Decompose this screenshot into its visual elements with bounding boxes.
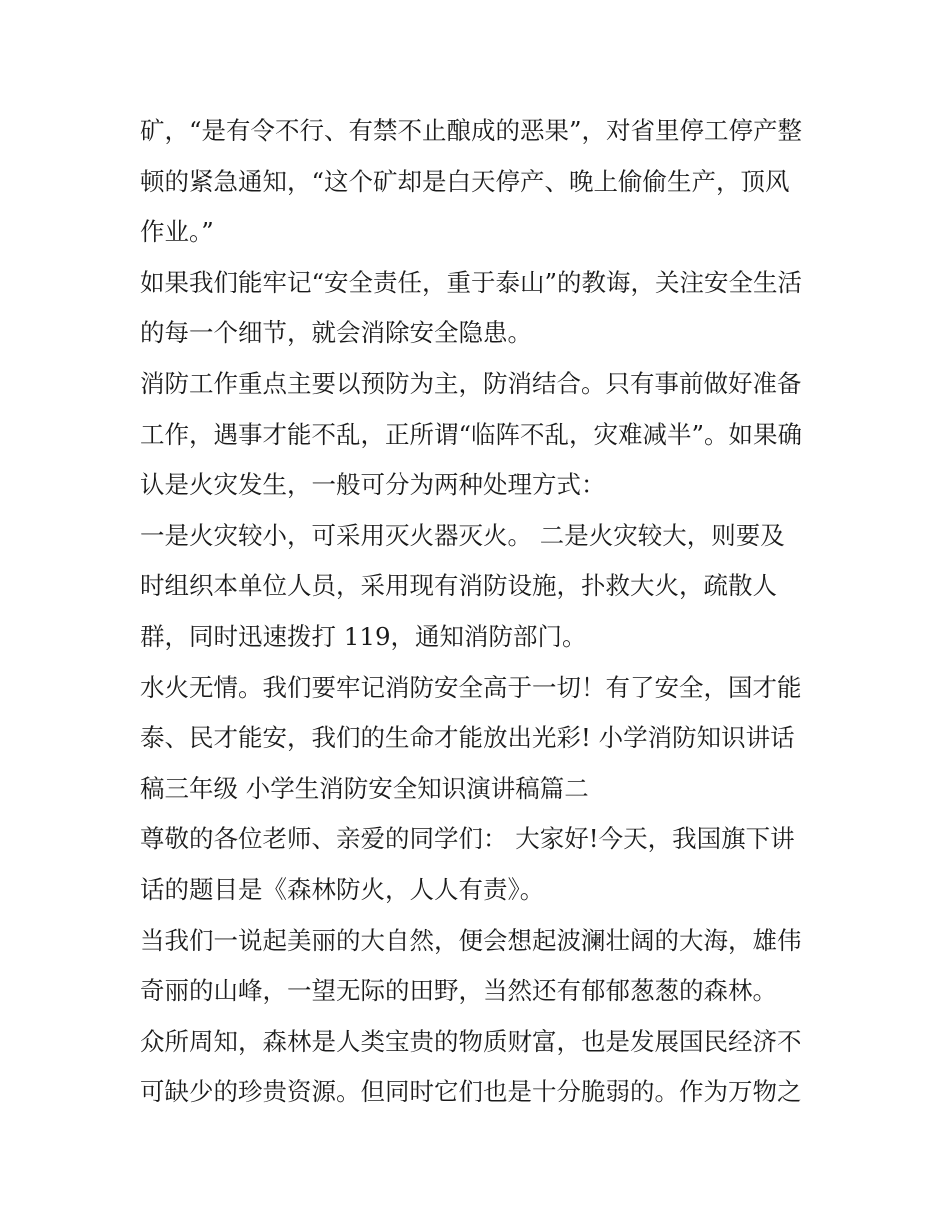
text-line: 稿三年级 小学生消防安全知识演讲稿篇二 bbox=[140, 773, 589, 803]
text-line: 作业。” bbox=[140, 217, 214, 247]
text-line: 群，同时迅速拨打 119，通知消防部门。 bbox=[140, 621, 587, 651]
text-line: 时组织本单位人员，采用现有消防设施，扑救大火，疏散人 bbox=[140, 571, 777, 601]
text-line: 一是火灾较小，可采用灭火器灭火。 二是火灾较大，则要及 bbox=[140, 520, 785, 550]
text-line: 的每一个细节，就会消除安全隐患。 bbox=[140, 318, 532, 348]
text-line: 众所周知，森林是人类宝贵的物质财富，也是发展国民经济不 bbox=[140, 1026, 802, 1056]
text-line: 认是火灾发生，一般可分为两种处理方式： bbox=[140, 470, 606, 500]
text-line: 工作，遇事才能不乱，正所谓“临阵不乱，灾难减半”。如果确 bbox=[140, 419, 803, 449]
text-line: 话的题目是《森林防火，人人有责》。 bbox=[140, 874, 545, 904]
document-body bbox=[140, 106, 820, 1118]
text-line: 尊敬的各位老师、亲爱的同学们： 大家好!今天，我国旗下讲 bbox=[140, 824, 795, 854]
text-line: 当我们一说起美丽的大自然，便会想起波澜壮阔的大海，雄伟 bbox=[140, 925, 802, 955]
text-line: 水火无情。我们要牢记消防安全高于一切！有了安全，国才能 bbox=[140, 672, 802, 702]
text-line: 顿的紧急通知，“这个矿却是白天停产、晚上偷偷生产，顶风 bbox=[140, 166, 790, 196]
text-line: 消防工作重点主要以预防为主，防消结合。只有事前做好准备 bbox=[140, 368, 802, 398]
text-line: 泰、民才能安，我们的生命才能放出光彩! 小学消防知识讲话 bbox=[140, 723, 795, 753]
text-line: 可缺少的珍贵资源。但同时它们也是十分脆弱的。作为万物之 bbox=[140, 1077, 802, 1107]
text-line: 矿，“是有令不行、有禁不止酿成的恶果”，对省里停工停产整 bbox=[140, 116, 803, 145]
text-line: 奇丽的山峰，一望无际的田野，当然还有郁郁葱葱的森林。 bbox=[140, 976, 777, 1006]
text-line: 如果我们能牢记“安全责任，重于泰山”的教诲，关注安全生活 bbox=[140, 267, 803, 297]
